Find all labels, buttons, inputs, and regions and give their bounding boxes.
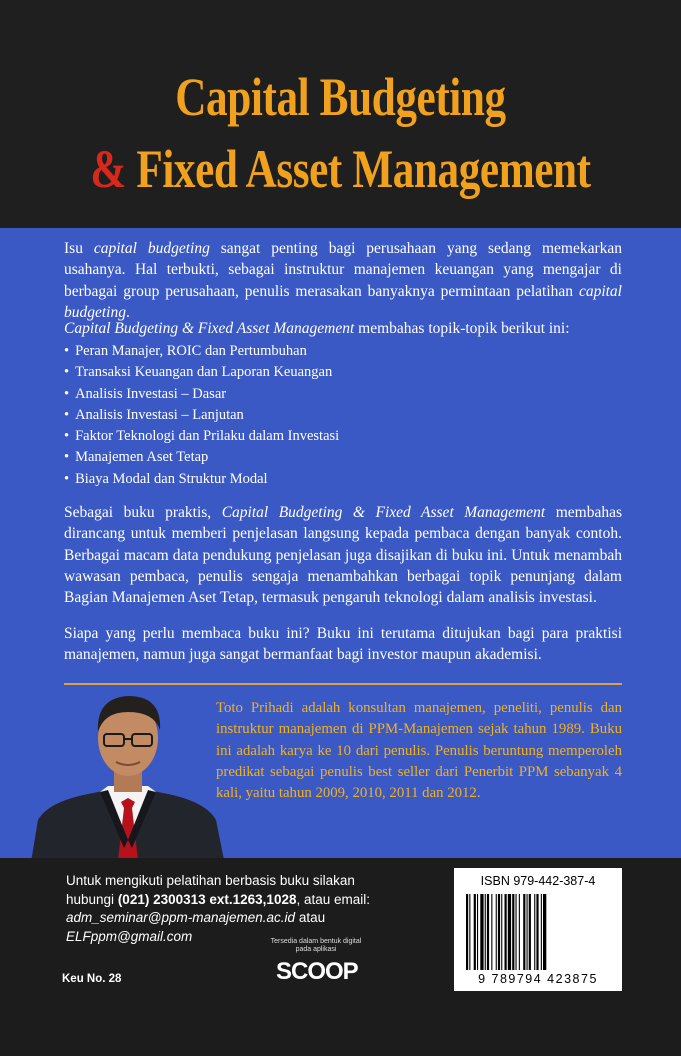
contact-email-1: adm_seminar@ppm-manajemen.ac.id: [66, 910, 296, 925]
barcode-bar: [534, 894, 535, 970]
author-bio: Toto Prihadi adalah konsultan manajemen, peneliti, penulis dan instruktur manajemen di PPM-Manajemen sejak tahun 1989. Buku ini adalah karya ke 10 dari penulis. Penulis beruntung memperoleh predikat sebagai penulis best seller dari Penerbit PPM sebanyak 4 kali, yaitu tahun 2009, 2010, 2011 dan 2012.: [216, 700, 622, 802]
book-title-line1: Capital Budgeting: [175, 67, 506, 127]
barcode-bar: [496, 894, 497, 970]
intro-emphasis-1: capital budgeting: [93, 240, 210, 257]
isbn-label: ISBN 979-442-387-4: [480, 874, 596, 888]
divider-rule: [64, 683, 622, 685]
barcode-bar: [523, 894, 525, 970]
topic-item: • Analisis Investasi – Lanjutan: [64, 405, 339, 426]
barcode-bar: [529, 894, 531, 970]
contact-line3-suffix: atau: [295, 910, 326, 925]
barcode-bar: [508, 894, 511, 970]
intro-paragraph: [64, 238, 622, 323]
practical-text-2: membahas dirancang untuk memberi penjelasan langsung kepada pembaca dengan banyak contoh. Berbagai macam data pendukung penjelasan juga disajikan di buku ini. Untuk menambah wawasan pembaca, penulis sengaja menambahkan berbagai topik penunjang dalam Bagian Manajemen Aset Tetap, termasuk pengaruh teknologi dalam analisis investasi.: [64, 504, 622, 607]
barcode-bar: [477, 894, 478, 970]
practical-emphasis: Capital Budgeting & Fixed Asset Management: [221, 504, 546, 521]
contact-phone: (021) 2300313 ext.1263,1028: [117, 891, 297, 907]
book-title-line2: [68, 138, 613, 200]
barcode-bar: [516, 894, 517, 970]
barcode-digits: 9 789794 423875: [478, 972, 598, 986]
intro-text-2: sangat penting bagi perusahaan yang sedang memekarkan usahanya. Hal terbukti, sebagai instruktur manajemen keuangan yang mengajar di berbagai group perusahaan, penulis merasakan banyaknya permintaan pelatihan: [64, 240, 622, 300]
training-contact: [66, 872, 370, 946]
barcode-bar: [485, 894, 486, 970]
contact-line1: Untuk mengikuti pelatihan berbasis buku silakan: [66, 873, 355, 888]
isbn-barcode: [454, 868, 622, 991]
topic-item: • Manajemen Aset Tetap: [64, 447, 339, 468]
title-line2-text: Fixed Asset Management: [136, 139, 591, 199]
practical-text-1: Sebagai buku praktis,: [64, 504, 222, 521]
audience-paragraph: Siapa yang perlu membaca buku ini? Buku ini terutama ditujukan bagi para praktisi manajemen, namun juga sangat bermanfaat bagi investor maupun akademisi.: [64, 625, 622, 664]
barcode-bar: [474, 894, 476, 970]
barcode-bar: [480, 894, 483, 970]
topic-item: • Transaksi Keuangan dan Laporan Keuangan: [64, 362, 339, 383]
scoop-availability-note: Tersedia dalam bentuk digital pada aplikasi: [270, 938, 362, 953]
topics-list: [64, 341, 339, 490]
barcode-bar: [541, 894, 542, 970]
intro-text-3: .: [126, 303, 130, 321]
barcode-bar: [519, 894, 520, 970]
contact-line2-suffix: , atau email:: [296, 891, 371, 907]
practical-paragraph: [64, 502, 622, 608]
barcode-bar: [498, 894, 500, 970]
topic-item: • Peran Manajer, ROIC dan Pertumbuhan: [64, 341, 339, 362]
catalog-number: Keu No. 28: [62, 973, 122, 985]
topics-lead: [64, 318, 622, 339]
topics-lead-text: membahas topik-topik berikut ini:: [354, 320, 570, 337]
title-ampersand: &: [90, 139, 126, 199]
barcode-bar: [469, 894, 470, 970]
intro-emphasis-2: capital budgeting: [64, 282, 622, 321]
barcode-bar: [491, 894, 492, 970]
author-portrait: [28, 690, 228, 880]
topic-item: • Biaya Modal dan Struktur Modal: [64, 469, 339, 490]
barcode-bar: [527, 894, 528, 970]
intro-text-1: Isu: [64, 240, 94, 257]
barcode-bar: [505, 894, 507, 970]
topics-lead-title: Capital Budgeting & Fixed Asset Management: [64, 320, 355, 337]
barcode-bar: [466, 894, 468, 970]
barcode-bar: [487, 894, 489, 970]
topic-item: • Faktor Teknologi dan Prilaku dalam Investasi: [64, 426, 339, 447]
contact-email-2: ELFppm@gmail.com: [66, 928, 193, 944]
barcode-bar: [501, 894, 502, 970]
barcode-bars: [466, 894, 610, 970]
contact-line2-prefix: hubungi: [66, 891, 118, 907]
publisher-band: [0, 858, 681, 1056]
barcode-bar: [536, 894, 538, 970]
topic-item: • Analisis Investasi – Dasar: [64, 384, 339, 405]
barcode-bar: [543, 894, 546, 970]
barcode-bar: [512, 894, 514, 970]
scoop-logo: SCOOP: [276, 958, 358, 985]
title-band: [0, 0, 681, 228]
